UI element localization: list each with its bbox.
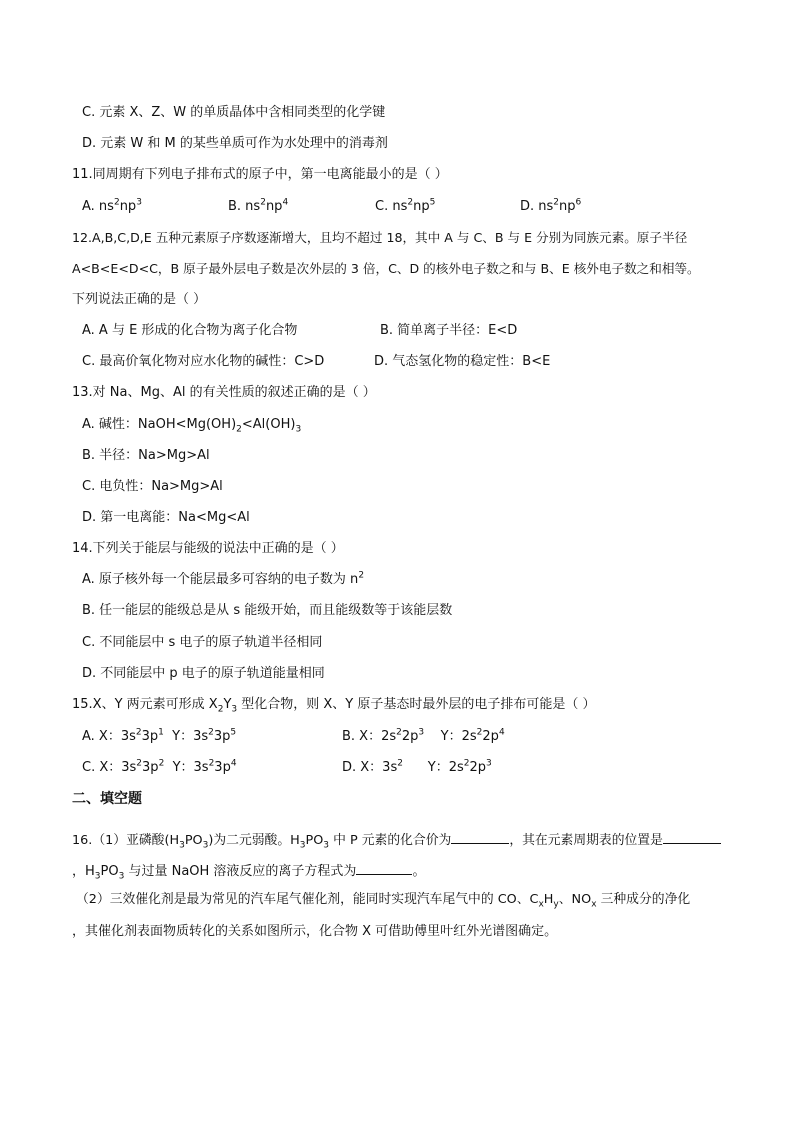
q13-option-a: A. 碱性：$NaOH<Mg(OH)_2<Al(OH)_3$: [82, 417, 302, 435]
q10-option-d: D. 元素 W 和 M 的某些单质可作为水处理中的消毒剂: [82, 136, 388, 151]
q15-option-d: D. X：$3s^2$ Y：$2s^22p^3$: [342, 758, 492, 775]
q14-option-d: D. 不同能层中 p 电子的原子轨道能量相同: [82, 666, 325, 681]
q11-stem: 11.同周期有下列电子排布式的原子中，第一电离能最小的是（ ）: [72, 167, 448, 182]
q11-option-a: A. $ns^2np^3$: [82, 197, 142, 214]
q11-option-c: C. $ns^2np^5$: [375, 197, 436, 214]
section-heading-fill-in: 二、填空题: [72, 791, 142, 807]
answer-blank-valence[interactable]: [451, 829, 509, 844]
q16-part2-line1: （2）三效催化剂是最为常见的汽车尾气催化剂，能同时实现汽车尾气中的 CO、$C_xH_y$、$NO_x$ 三种成分的净化: [76, 892, 691, 910]
q11-option-b: B. $ns^2np^4$: [228, 197, 289, 214]
q12-stem-line1: 12.A,B,C,D,E 五种元素原子序数逐渐增大，且均不超过 18，其中 A 与 C、B 与 E 分别为同族元素。原子半径: [72, 230, 688, 245]
q14-option-b: B. 任一能层的能级总是从 s 能级开始，而且能级数等于该能层数: [82, 603, 453, 618]
q11-option-d: D. $ns^2np^6$: [520, 197, 582, 214]
answer-blank-ionic-equation[interactable]: [356, 860, 412, 875]
q12-option-d: D. 气态氢化物的稳定性：B<E: [374, 354, 551, 369]
q15-option-c: C. X：$3s^23p^2$ Y：$3s^23p^4$: [82, 758, 237, 775]
q12-stem-line2: A<B<E<D<C，B 原子最外层电子数是次外层的 3 倍，C、D 的核外电子数之和与 B、E 核外电子数之和相等。: [72, 261, 700, 276]
q10-option-c: C. 元素 X、Z、W 的单质晶体中含相同类型的化学键: [82, 105, 386, 120]
q15-option-a: A. X：$3s^23p^1$ Y：$3s^23p^5$: [82, 727, 237, 744]
q16-part1-line1: 16.（1）亚磷酸$(H_3PO_3)$为二元弱酸。$H_3PO_3$ 中 P 元素的化合价为 ，其在元素周期表的位置是: [72, 829, 721, 850]
q12-option-c: C. 最高价氧化物对应水化物的碱性：C>D: [82, 354, 325, 369]
q16-part2-line2: ，其催化剂表面物质转化的关系如图所示，化合物 X 可借助傅里叶红外光谱图确定。: [72, 924, 558, 939]
q14-stem: 14.下列关于能层与能级的说法中正确的是（ ）: [72, 541, 344, 556]
q12-option-b: B. 简单离子半径：E<D: [380, 323, 518, 338]
q13-option-c: C. 电负性：Na>Mg>Al: [82, 479, 223, 494]
q14-option-c: C. 不同能层中 s 电子的原子轨道半径相同: [82, 635, 323, 650]
q12-option-a: A. A 与 E 形成的化合物为离子化合物: [82, 323, 298, 338]
q13-stem: 13.对 Na、Mg、Al 的有关性质的叙述正确的是（ ）: [72, 385, 376, 400]
q16-part1-line2: ，$H_3PO_3$ 与过量 NaOH 溶液反应的离子方程式为 。: [72, 860, 425, 881]
q12-stem-line3: 下列说法正确的是（ ）: [72, 292, 207, 307]
answer-blank-position[interactable]: [663, 829, 721, 844]
q13-option-d: D. 第一电离能：Na<Mg<Al: [82, 510, 250, 525]
q15-stem: 15.X、Y 两元素可形成 $X_2Y_3$ 型化合物，则 X、Y 原子基态时最外层的电子排布可能是（ ）: [72, 697, 596, 715]
q14-option-a: A. 原子核外每一个能层最多可容纳的电子数为 $n^2$: [82, 570, 365, 587]
q15-option-b: B. X：$2s^22p^3$ Y：$2s^22p^4$: [342, 727, 505, 744]
q13-option-b: B. 半径：Na>Mg>Al: [82, 448, 210, 463]
